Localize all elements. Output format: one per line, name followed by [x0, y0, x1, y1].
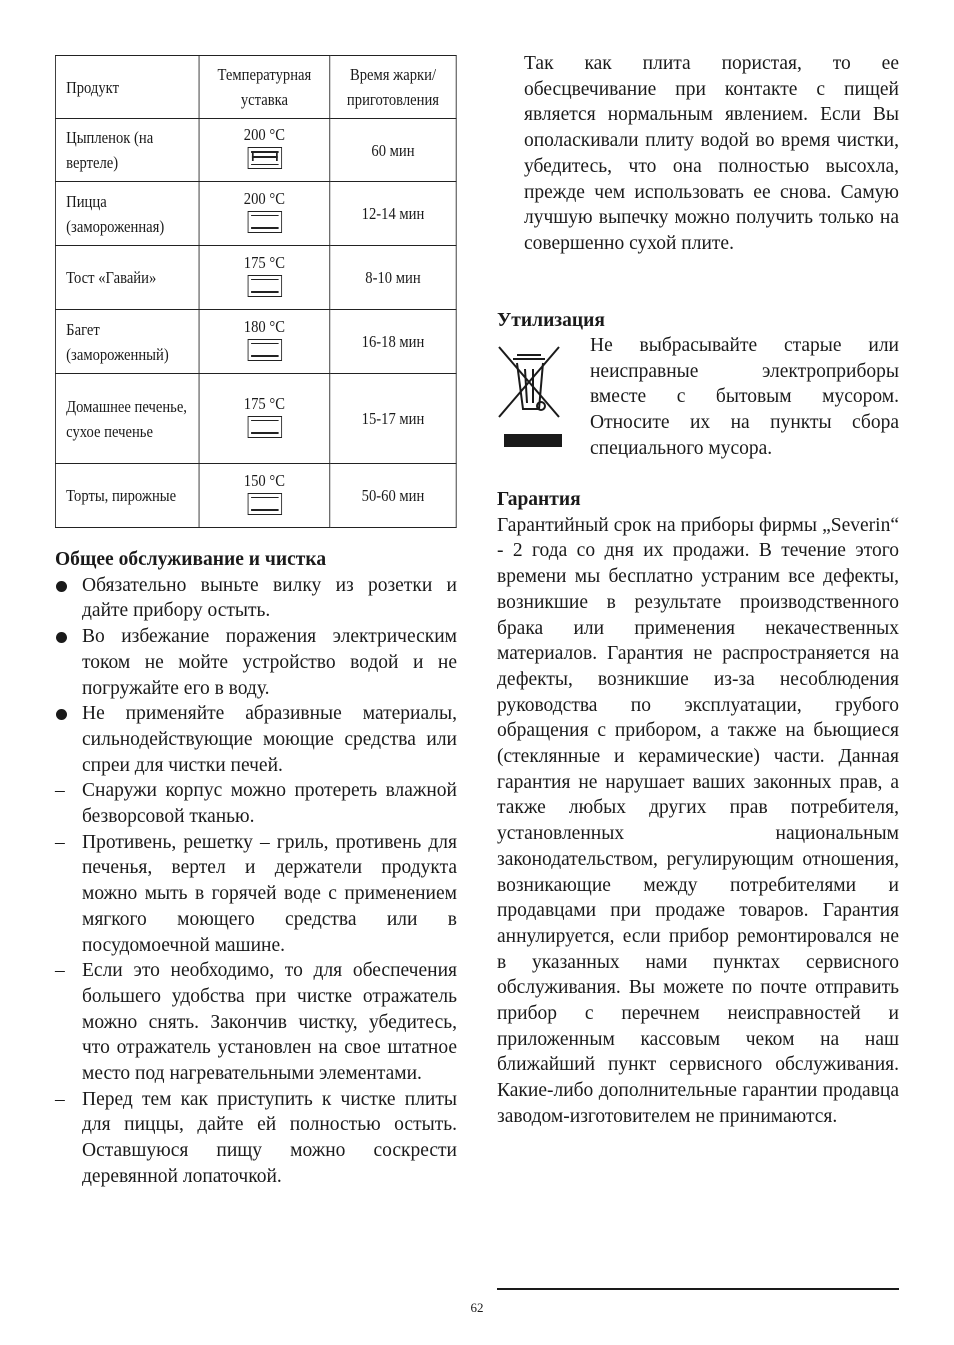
disposal-section [497, 308, 899, 334]
table-row [55, 310, 456, 374]
bullet-icon [56, 581, 67, 592]
bullet-icon [56, 709, 67, 720]
cell-temperature [199, 310, 330, 374]
dash-marker: – [55, 831, 65, 853]
disposal-text: Не выбрасывайте старые или неисправные электроприборы вместе с бытовым мусором. Относите их на пункты сбора специального мусора. [590, 335, 899, 459]
cell-time: 60 мин [330, 119, 456, 182]
list-item [55, 573, 457, 624]
crossed-out-wheelie-bin-icon [497, 345, 563, 449]
cleaning-heading: Общее обслуживание и чистка [55, 549, 327, 570]
cell-temperature [199, 464, 330, 528]
dash-marker: – [55, 780, 65, 802]
cooking-table [55, 55, 457, 528]
cell-temperature [199, 182, 330, 246]
table-row [55, 182, 456, 246]
header-temperature: Температурная уставка [199, 56, 330, 119]
oven-top-bottom-heat-icon [247, 339, 281, 361]
temperature-value: 175 °C [243, 252, 285, 272]
dash-marker: – [55, 960, 65, 982]
header-time: Время жарки/ приготовления [330, 56, 456, 119]
bullet-icon [56, 632, 67, 643]
list-item [55, 701, 457, 778]
cleaning-continuation [524, 51, 899, 257]
cleaning-list [55, 573, 457, 1190]
cell-product: Тост «Гавайи» [55, 246, 199, 310]
warranty-text: Гарантийный срок на приборы фирмы „Severin“ - 2 года со дня их продажи. В течение этого времени мы бесплатно устраним все дефекты, возникшие в результате производственного брака или применения некачественных материалов. Гарантия не распространяется на дефекты, возникшие из-за несоблюдения руководства по эксплуатации, грубого обращения с прибором, а также на бьющиеся (стеклянные и керамические) части. Данная гарантия не нарушает ваших законных прав, а также любых других прав потребителя, установленных национальным законодательством, регулирующим отношения, возникающие между потребителями и продавцами при продаже товаров. Гарантия аннулируется, если прибор ремонтировался не в указанных нами пунктах сервисного обслуживания. Вы можете по почте отправить прибор с перечнем неисправностей и приложенным кассовым чеком на наш ближайший пункт сервисного обслуживания. Какие-либо дополнительные гарантии продавца заводом-изготовителем не принимаются. [497, 514, 899, 1127]
list-item-text: Не применяйте абразивные материалы, сильнодействующие моющие средства или спреи для чистки печей. [82, 703, 457, 776]
list-item-text: Во избежание поражения электрическим током не мойте устройство водой и не погружайте его в воду. [82, 626, 457, 699]
oven-top-bottom-heat-icon [247, 416, 281, 438]
temperature-value: 180 °C [243, 316, 285, 336]
temperature-value: 150 °C [243, 470, 285, 490]
list-item-text: Противень, решетку – гриль, противень для печенья, вертел и держатели продукта можно мыть в горячей воде с применением мягкого моющего средства или в посудомоечной машине. [82, 831, 457, 956]
cell-time: 12-14 мин [330, 182, 456, 246]
warranty-heading: Гарантия [497, 489, 581, 510]
temperature-value: 200 °C [243, 125, 285, 144]
list-item-text: Обязательно выньте вилку из розетки и дайте прибору остыть. [82, 574, 457, 622]
table-row [55, 374, 456, 464]
cell-product: Пицца (замороженная) [55, 182, 199, 246]
oven-top-bottom-heat-icon [247, 275, 281, 297]
cell-time: 15-17 мин [330, 374, 456, 464]
cell-temperature [199, 119, 330, 182]
table-row [55, 464, 456, 528]
list-item [55, 624, 457, 701]
list-item [55, 1087, 457, 1190]
cleaning-section [55, 547, 457, 1190]
cell-product: Домашнее печенье, сухое печенье [55, 374, 199, 464]
warranty-section [497, 487, 899, 1130]
cell-time: 16-18 мин [330, 310, 456, 374]
cell-time: 50-60 мин [330, 464, 456, 528]
list-item-text: Перед тем как приступить к чистке плиты для пиццы, дайте ей полностью остыть. Оставшуюся пищу можно соскрести деревянной лопаточкой. [82, 1088, 457, 1187]
list-item [55, 778, 457, 829]
cell-temperature [199, 374, 330, 464]
footer-rule [497, 1288, 899, 1290]
list-item [55, 958, 457, 1087]
oven-top-bottom-heat-icon [247, 211, 281, 233]
table-row [55, 246, 456, 310]
page-number: 62 [470, 1300, 484, 1315]
list-item [55, 830, 457, 959]
disposal-text-block [590, 333, 899, 462]
cell-product: Торты, пирожные [55, 464, 199, 528]
header-product: Продукт [55, 56, 199, 119]
pizza-stone-text: Так как плита пористая, то ее обесцвечивание при контакте с пищей является нормальным явлением. Если Вы ополаскивали плиту водой во время чистки, убедитесь, что она полностью высохла, прежде чем использовать ее снова. Самую лучшую выпечку можно получить только на совершенно сухой плите. [524, 53, 899, 254]
list-item-text: Если это необходимо, то для обеспечения большего удобства при чистке отражатель можно снять. Закончив чистку, убедитесь, что отражатель установлен на свое штатное место под нагревательными элементами. [82, 960, 457, 1085]
temperature-value: 200 °C [243, 188, 285, 208]
list-item-text: Снаружи корпус можно протереть влажной безворсовой тканью. [82, 780, 457, 828]
cell-product: Багет (замороженный) [55, 310, 199, 374]
oven-top-bottom-heat-icon [247, 493, 281, 515]
table-row [55, 119, 456, 182]
dash-marker: – [55, 1088, 65, 1110]
temperature-value: 175 °C [243, 393, 285, 413]
cell-temperature [199, 246, 330, 310]
rotisserie-oven-icon [247, 147, 281, 169]
cell-time: 8-10 мин [330, 246, 456, 310]
cell-product: Цыпленок (на вертеле) [55, 119, 199, 182]
table-header-row [55, 56, 456, 119]
disposal-heading: Утилизация [497, 310, 605, 331]
